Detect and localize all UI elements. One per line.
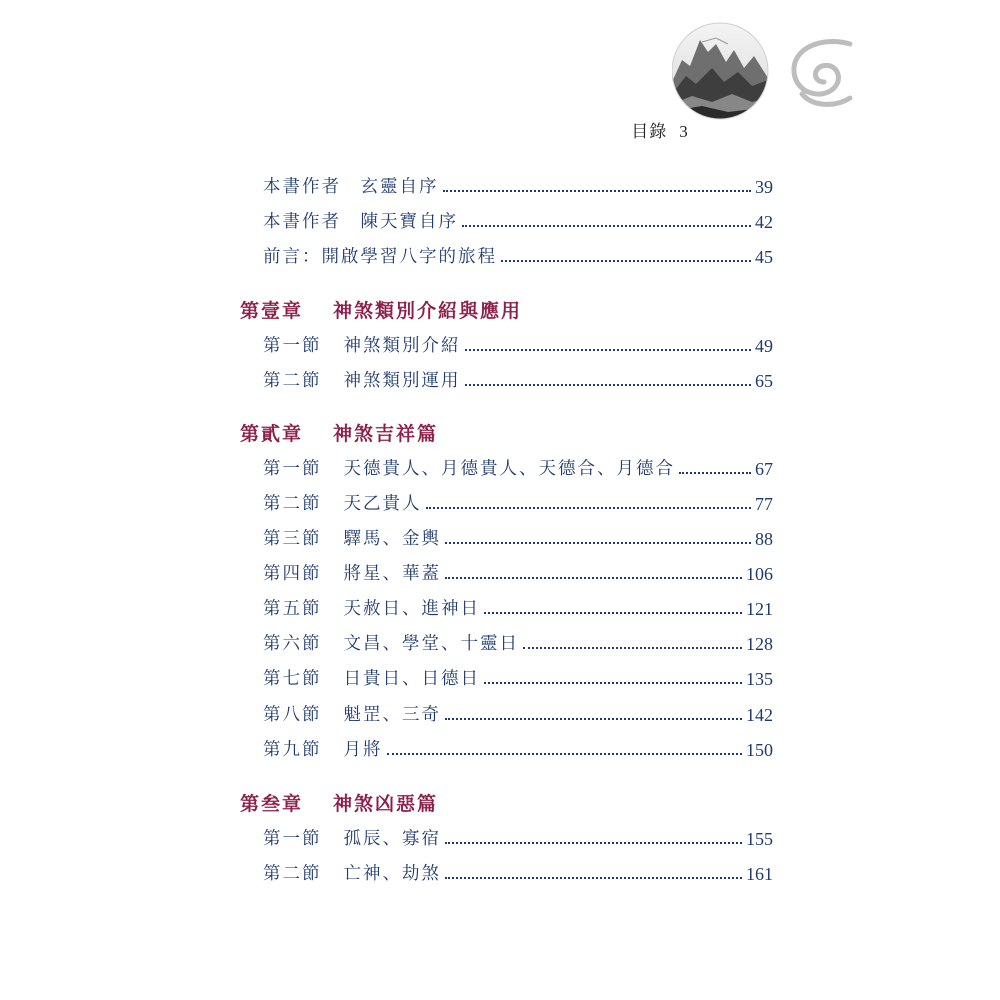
toc-entry-section[interactable] <box>263 820 773 850</box>
section-number: 第二節 <box>263 864 322 884</box>
dot-leader <box>445 842 742 844</box>
toc-entry-preface-xuanling[interactable] <box>263 168 773 198</box>
dot-leader <box>501 260 751 262</box>
chapter-title: 神煞類別介紹與應用 <box>333 300 523 322</box>
toc-entry-page: 77 <box>755 494 773 514</box>
chapter-number: 第貳章 <box>240 423 304 445</box>
toc-entry-page: 49 <box>755 336 773 356</box>
toc-entry-page: 150 <box>746 740 773 760</box>
dot-leader <box>445 542 751 544</box>
toc-entry-page: 155 <box>746 829 773 849</box>
chapter-title: 神煞吉祥篇 <box>333 423 439 445</box>
section-number: 第一節 <box>263 336 322 356</box>
section-title: 魁罡、三奇 <box>343 705 441 725</box>
toc-entry-section[interactable] <box>263 855 773 885</box>
toc-entry-page: 65 <box>755 371 773 391</box>
dot-leader <box>462 225 751 227</box>
toc-entry-section[interactable] <box>263 450 773 480</box>
toc-entry-page: 128 <box>746 634 773 654</box>
toc-entry-page: 39 <box>755 177 773 197</box>
section-title: 天德貴人、月德貴人、天德合、月德合 <box>343 459 675 479</box>
dot-leader <box>484 612 742 614</box>
dot-leader <box>445 877 742 879</box>
toc-entry-foreword[interactable] <box>263 238 773 268</box>
chapter-number: 第壹章 <box>240 300 304 322</box>
section-title: 月將 <box>343 740 383 760</box>
dot-leader <box>387 753 743 755</box>
toc-entry-page: 42 <box>755 212 773 232</box>
section-title: 亡神、劫煞 <box>343 864 441 884</box>
page-header-title: 目錄 <box>631 122 668 142</box>
toc-entry-section[interactable] <box>263 660 773 690</box>
section-number: 第九節 <box>263 740 322 760</box>
section-number: 第二節 <box>263 494 322 514</box>
toc-entry-section[interactable] <box>263 520 773 550</box>
section-title: 將星、華蓋 <box>343 564 441 584</box>
section-number: 第五節 <box>263 599 322 619</box>
section-number: 第一節 <box>263 459 322 479</box>
toc-entry-page: 45 <box>755 247 773 267</box>
section-number: 第一節 <box>263 829 322 849</box>
toc-entry-label: 前言：開啟學習八字的旅程 <box>263 247 497 267</box>
toc-entry-section[interactable] <box>263 696 773 726</box>
chapter-heading-2[interactable] <box>240 416 438 446</box>
toc-entry-page: 161 <box>746 864 773 884</box>
page-number: 3 <box>679 122 689 141</box>
toc-entry-page: 88 <box>755 529 773 549</box>
dot-leader <box>484 682 742 684</box>
toc-entry-section[interactable] <box>263 590 773 620</box>
toc-entry-section[interactable] <box>263 362 773 392</box>
section-number: 第七節 <box>263 669 322 689</box>
section-title: 神煞類別運用 <box>343 371 461 391</box>
dot-leader <box>523 647 742 649</box>
section-number: 第八節 <box>263 705 322 725</box>
chapter-title: 神煞凶惡篇 <box>333 793 439 815</box>
dot-leader <box>465 349 752 351</box>
section-title: 文昌、學堂、十靈日 <box>343 634 519 654</box>
toc-entry-section[interactable] <box>263 731 773 761</box>
toc-entry-page: 135 <box>746 669 773 689</box>
section-number: 第六節 <box>263 634 322 654</box>
section-title: 日貴日、日德日 <box>343 669 480 689</box>
section-title: 神煞類別介紹 <box>343 336 461 356</box>
toc-entry-section[interactable] <box>263 625 773 655</box>
dot-leader <box>679 472 751 474</box>
chapter-heading-3[interactable] <box>240 786 438 816</box>
dot-leader <box>465 384 752 386</box>
toc-entry-label: 本書作者 陳天寶自序 <box>263 212 458 232</box>
dot-leader <box>443 190 752 192</box>
section-title: 驛馬、金輿 <box>343 529 441 549</box>
section-title: 孤辰、寡宿 <box>343 829 441 849</box>
section-number: 第三節 <box>263 529 322 549</box>
toc-entry-label: 本書作者 玄靈自序 <box>263 177 439 197</box>
toc-entry-page: 121 <box>746 599 773 619</box>
toc-entry-page: 142 <box>746 705 773 725</box>
chapter-number: 第叁章 <box>240 793 304 815</box>
dot-leader <box>445 577 742 579</box>
toc-entry-page: 106 <box>746 564 773 584</box>
chapter-heading-1[interactable] <box>240 293 522 323</box>
section-number: 第四節 <box>263 564 322 584</box>
toc-entry-section[interactable] <box>263 485 773 515</box>
toc-entry-section[interactable] <box>263 555 773 585</box>
section-number: 第二節 <box>263 371 322 391</box>
dot-leader <box>426 507 752 509</box>
toc-entry-preface-chen[interactable] <box>263 203 773 233</box>
toc-entry-page: 67 <box>755 459 773 479</box>
toc-entry-section[interactable] <box>263 327 773 357</box>
section-title: 天赦日、進神日 <box>343 599 480 619</box>
section-title: 天乙貴人 <box>343 494 422 514</box>
dot-leader <box>445 718 742 720</box>
